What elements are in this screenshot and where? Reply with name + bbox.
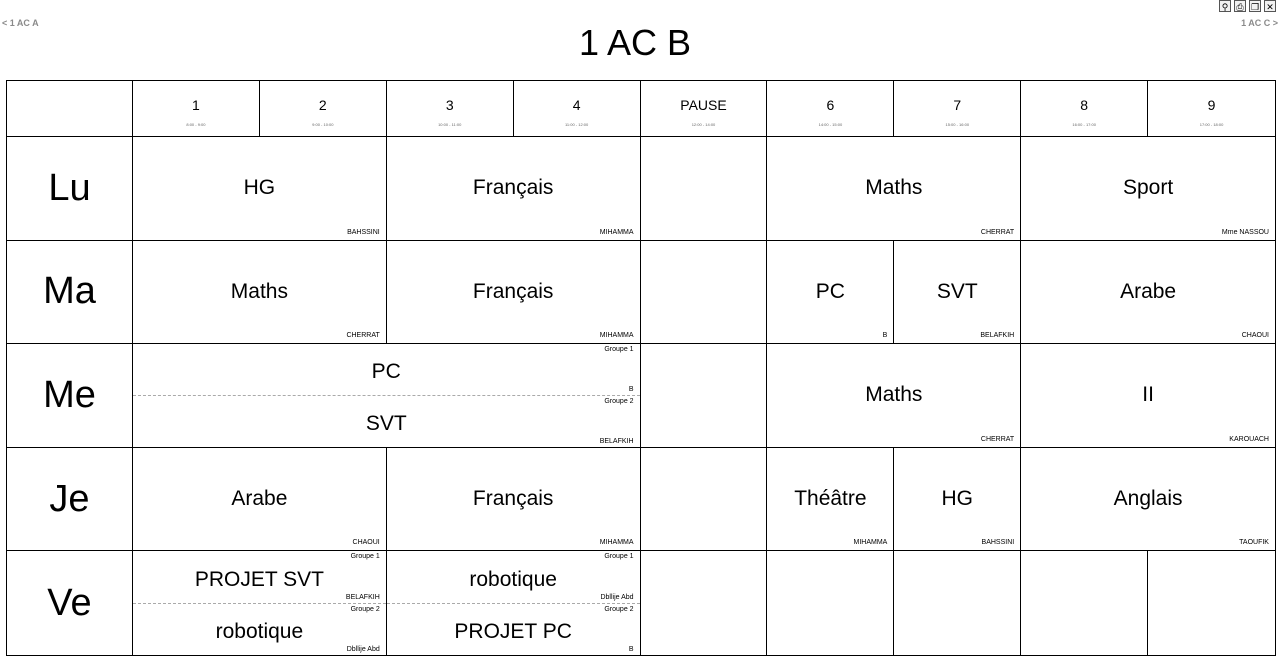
subject-label: PC — [815, 279, 845, 303]
group-2-lesson[interactable] — [133, 604, 386, 655]
group-2-lesson[interactable] — [387, 604, 640, 655]
subject-label: Anglais — [1113, 487, 1183, 511]
timetable-grid — [6, 80, 1276, 656]
group-2-lesson[interactable] — [133, 396, 640, 447]
teacher-label: B — [628, 645, 634, 653]
split-lesson-cell — [133, 344, 641, 448]
teacher-label: TAOUFIK — [1239, 539, 1269, 547]
subject-label: Arabe — [1120, 279, 1177, 303]
lesson-cell[interactable] — [133, 241, 387, 345]
slot-time: 14:00 - 15:00 — [818, 121, 843, 127]
empty-slot[interactable] — [767, 551, 894, 655]
pause-cell[interactable] — [641, 241, 768, 345]
subject-label: Français — [472, 487, 554, 511]
slot-label: 8 — [1080, 96, 1089, 113]
group-1-lesson[interactable] — [133, 344, 640, 396]
pause-cell[interactable] — [641, 137, 768, 241]
split-lesson-cell — [387, 551, 641, 655]
zoom-icon[interactable]: ⚲ — [1219, 0, 1231, 12]
slot-time: 12:00 - 14:00 — [691, 121, 716, 127]
lesson-cell[interactable] — [1021, 137, 1275, 241]
lesson-cell[interactable] — [387, 448, 641, 552]
slot-header-2 — [260, 81, 387, 137]
teacher-label: MIHAMMA — [853, 539, 888, 547]
lesson-cell[interactable] — [387, 241, 641, 345]
split-lesson-cell — [133, 551, 387, 655]
subject-label: Français — [472, 279, 554, 303]
group-label: Groupe 1 — [604, 553, 634, 561]
day-label-me: Me — [7, 344, 133, 448]
slot-time: 15:00 - 16:00 — [945, 121, 970, 127]
prev-class-link[interactable]: < 1 AC A — [2, 18, 39, 28]
teacher-label: MIHAMMA — [599, 332, 634, 340]
teacher-label: B — [882, 332, 888, 340]
subject-label: HG — [941, 487, 974, 511]
lesson-cell[interactable] — [1021, 448, 1275, 552]
teacher-label: CHERRAT — [346, 332, 380, 340]
next-class-link[interactable]: 1 AC C > — [1241, 18, 1278, 28]
slot-header-6 — [767, 81, 894, 137]
group-1-lesson[interactable] — [387, 551, 640, 603]
teacher-label: Dbllije Abd — [600, 593, 634, 601]
subject-label: Sport — [1123, 176, 1174, 200]
subject-label: robotique — [469, 567, 557, 591]
slot-header-3 — [387, 81, 514, 137]
teacher-label: Dbllije Abd — [346, 645, 380, 653]
group-label: Groupe 2 — [350, 605, 380, 613]
subject-label: Arabe — [231, 487, 288, 511]
slot-label: PAUSE — [680, 96, 727, 113]
lesson-cell[interactable] — [1021, 344, 1275, 448]
teacher-label: MIHAMMA — [599, 539, 634, 547]
teacher-label: BELAFKIH — [980, 332, 1015, 340]
empty-slot[interactable] — [894, 551, 1021, 655]
subject-label: II — [1142, 383, 1154, 407]
slot-label: 9 — [1207, 96, 1216, 113]
teacher-label: KAROUACH — [1229, 435, 1269, 443]
slot-label: 3 — [445, 96, 454, 113]
subject-label: Maths — [865, 383, 923, 407]
subject-label: robotique — [215, 619, 304, 643]
lesson-cell[interactable] — [767, 344, 1021, 448]
slot-label: 7 — [953, 96, 962, 113]
slot-time: 17:00 - 18:00 — [1199, 121, 1224, 127]
subject-label: PROJET SVT — [194, 567, 324, 591]
subject-label: Maths — [865, 176, 923, 200]
teacher-label: CHERRAT — [980, 228, 1015, 236]
day-label-ve: Ve — [7, 551, 133, 655]
subject-label: Français — [472, 176, 554, 200]
slot-time: 16:00 - 17:00 — [1072, 121, 1096, 127]
group-label: Groupe 2 — [604, 605, 634, 613]
teacher-label: CHAOUI — [352, 539, 380, 547]
lesson-cell[interactable] — [1021, 241, 1275, 345]
slot-time: 10:00 - 11:00 — [438, 121, 462, 127]
close-icon[interactable]: ✕ — [1264, 0, 1276, 12]
slot-time: 9:00 - 10:00 — [312, 121, 334, 127]
slot-header-1 — [133, 81, 260, 137]
subject-label: PROJET PC — [454, 619, 572, 643]
empty-slot[interactable] — [1021, 551, 1148, 655]
group-1-lesson[interactable] — [133, 551, 386, 603]
teacher-label: BELAFKIH — [599, 437, 634, 445]
slot-header-pause — [641, 81, 768, 137]
subject-label: HG — [243, 176, 276, 200]
slot-header-9 — [1148, 81, 1275, 137]
print-icon[interactable]: ⎙ — [1234, 0, 1246, 12]
teacher-label: CHAOUI — [1241, 332, 1269, 340]
slot-time: 8:00 - 9:00 — [186, 121, 206, 127]
empty-slot[interactable] — [1148, 551, 1275, 655]
subject-label: Maths — [230, 279, 288, 303]
lesson-cell[interactable] — [387, 137, 641, 241]
slot-label: 4 — [572, 96, 581, 113]
group-label: Groupe 1 — [350, 553, 380, 561]
window-controls — [1219, 0, 1276, 12]
day-label-ma: Ma — [7, 241, 133, 345]
lesson-cell[interactable] — [767, 448, 894, 552]
pause-cell[interactable] — [641, 551, 768, 655]
pause-cell[interactable] — [641, 448, 768, 552]
slot-time: 11:00 - 12:00 — [564, 121, 589, 127]
lesson-cell[interactable] — [894, 448, 1021, 552]
slot-label: 6 — [826, 96, 835, 113]
slot-header-7 — [894, 81, 1021, 137]
corner-cell — [7, 81, 133, 137]
lesson-cell[interactable] — [767, 137, 1021, 241]
lesson-cell[interactable] — [133, 137, 387, 241]
page-title: 1 AC B — [578, 22, 692, 63]
teacher-label: BELAFKIH — [345, 593, 380, 601]
lesson-cell[interactable] — [894, 241, 1021, 345]
group-label: Groupe 2 — [604, 398, 634, 405]
teacher-label: CHERRAT — [980, 435, 1015, 443]
lesson-cell[interactable] — [767, 241, 894, 345]
lesson-cell[interactable] — [133, 448, 387, 552]
subject-label: SVT — [936, 279, 978, 303]
slot-header-4 — [514, 81, 641, 137]
slot-label: 2 — [318, 96, 327, 113]
subject-label: SVT — [365, 411, 407, 435]
teacher-label: B — [628, 386, 634, 393]
slot-label: 1 — [192, 96, 200, 113]
pause-cell[interactable] — [641, 344, 768, 448]
teacher-label: BAHSSINI — [347, 228, 380, 236]
teacher-label: Mme NASSOU — [1221, 228, 1269, 236]
teacher-label: BAHSSINI — [981, 539, 1015, 547]
slot-header-8 — [1021, 81, 1148, 137]
subject-label: PC — [371, 360, 401, 384]
group-label: Groupe 1 — [604, 346, 634, 354]
restore-icon[interactable]: ❐ — [1250, 2, 1260, 12]
day-label-lu: Lu — [7, 137, 133, 241]
teacher-label: MIHAMMA — [599, 228, 634, 236]
subject-label: Théâtre — [794, 487, 867, 511]
day-label-je: Je — [7, 448, 133, 552]
